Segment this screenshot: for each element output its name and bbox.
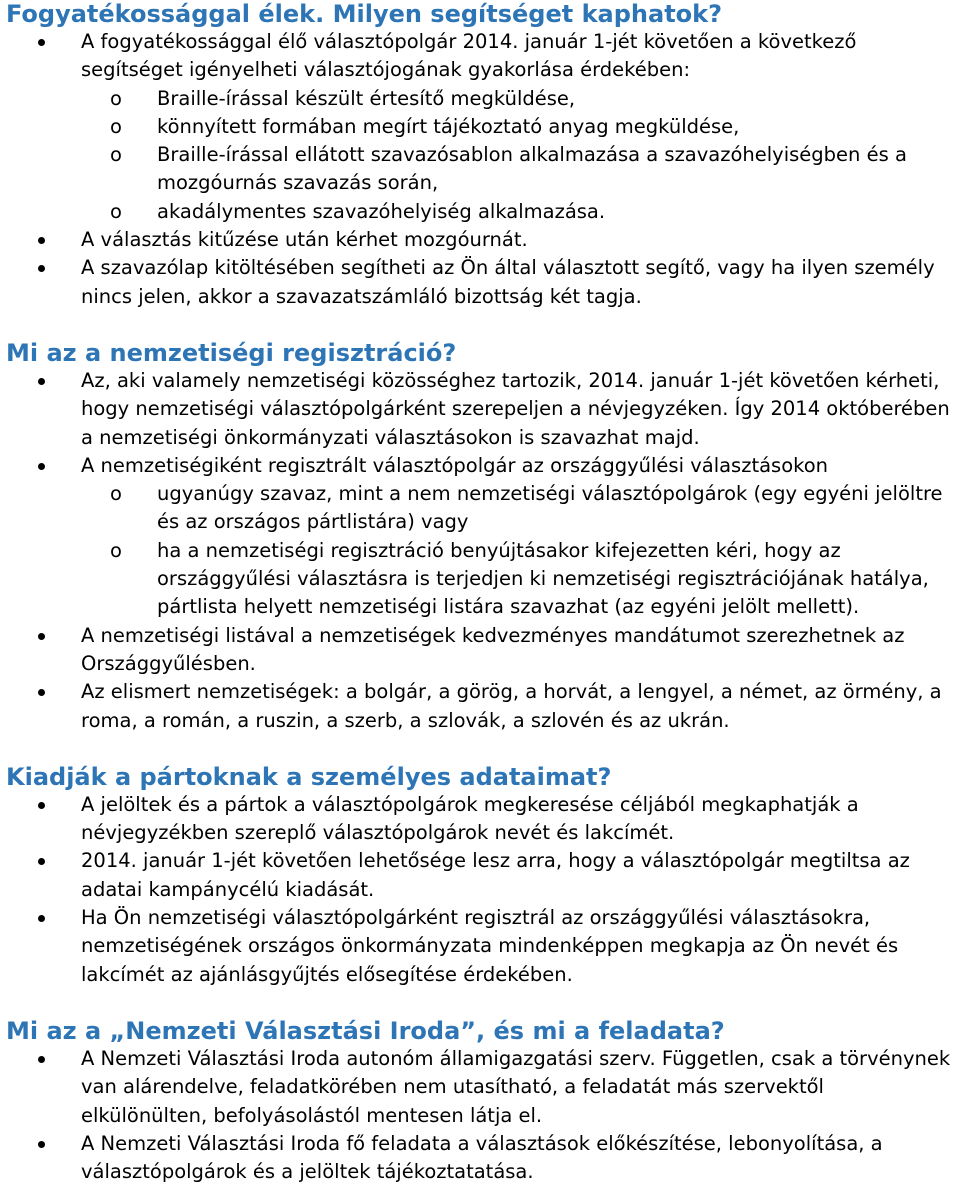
sub-list (81, 480, 954, 621)
bullet-list (0, 1045, 960, 1186)
sub-list-item-text: Braille-írással ellátott szavazósablon alkalmazása a szavazóhelyiségben és a mozgóurnás szavazás során, (157, 143, 907, 195)
list-item (0, 254, 960, 311)
list-item-text: A szavazólap kitöltésében segítheti az Ön által választott segítő, vagy ha ilyen személy nincs jelen, akkor a szavazatszámláló bizottság két tagja. (81, 256, 935, 308)
list-item (0, 367, 960, 452)
bullet-icon (38, 1141, 45, 1148)
bullet-list (0, 791, 960, 989)
list-item (0, 226, 960, 254)
sub-list-item (81, 141, 954, 198)
list-item-text: A jelöltek és a pártok a választópolgárok megkeresése céljából megkaphatják a névjegyzékben szereplő választópolgárok nevét és lakcímét. (81, 792, 859, 845)
sub-list-item (81, 85, 954, 113)
list-item-text: Az, aki valamely nemzetiségi közösséghez tartozik, 2014. január 1-jét követően kérheti, hogy nemzetiségi választópolgárként szerepeljen a névjegyzéken. Így 2014 októberében a nemzetiségi önkormányzati választásokon is szavazhat majd. (81, 368, 950, 449)
sub-list-item-text: Braille-írással készült értesítő megküldése, (157, 86, 576, 110)
section-heading: Mi az a „Nemzeti Választási Iroda”, és mi a feladata? (6, 1016, 725, 1045)
sub-list-item-text: könnyített formában megírt tájékoztató anyag megküldése, (157, 114, 740, 138)
list-item-text: A Nemzeti Választási Iroda autonóm államigazgatási szerv. Független, csak a törvénynek van alárendelve, feladatkörében nem utasítható, a feladatát más szervektől elkülönülten, befolyásolástól mentesen látja el. (81, 1046, 951, 1127)
section-heading: Fogyatékossággal élek. Milyen segítséget kaphatok? (6, 0, 723, 28)
list-item-text: A nemzetiségiként regisztrált választópolgár az országgyűlési választásokon (81, 453, 829, 477)
bullet-icon (38, 633, 45, 640)
list-item-text: A Nemzeti Választási Iroda fő feladata a választások előkészítése, lebonyolítása, a választópolgárok és a jelöltek tájékoztatatása. (81, 1131, 883, 1184)
list-item (0, 452, 960, 622)
bullet-list (0, 367, 960, 735)
sub-list-item-text: ha a nemzetiségi regisztráció benyújtásakor kifejezetten kéri, hogy az országgyűlési választásra is terjedjen ki nemzetiségi regisztrációjának hatálya, pártlista helyett nemzetiségi listára szavazhat (az egyéni jelölt mellett). (157, 538, 929, 619)
section-heading: Mi az a nemzetiségi regisztráció? (6, 338, 457, 367)
list-item (0, 622, 960, 679)
list-item (0, 791, 960, 848)
bullet-icon (38, 39, 45, 46)
bullet-icon (38, 689, 45, 696)
bullet-icon (38, 858, 45, 865)
list-item-text: 2014. január 1-jét követően lehetősége lesz arra, hogy a választópolgár megtiltsa az adatai kampánycélú kiadását. (81, 849, 910, 901)
list-item-text: A választás kitűzése után kérhet mozgóurnát. (81, 228, 528, 252)
list-item (0, 678, 960, 735)
sub-list-item (0, 480, 954, 537)
bullet-icon (38, 1056, 45, 1063)
list-item (0, 847, 960, 904)
sub-list-item-text: ugyanúgy szavaz, mint a nem nemzetiségi választópolgárok (egy egyéni jelöltre és az országos pártlistára) vagy (157, 482, 943, 534)
circle-bullet-icon: o (110, 199, 122, 223)
bullet-icon (38, 265, 45, 272)
list-item (0, 904, 960, 989)
bullet-icon (38, 915, 45, 922)
bullet-icon (38, 802, 45, 809)
list-item (0, 1045, 960, 1130)
circle-bullet-icon: o (110, 86, 122, 110)
circle-bullet-icon: o (110, 482, 122, 506)
bullet-list (0, 28, 960, 311)
list-item-text: A fogyatékossággal élő választópolgár 2014. január 1-jét követően a következő segítséget igényelheti választójogának gyakorlása érdekében: (81, 30, 857, 82)
sub-list-item-text: akadálymentes szavazóhelyiség alkalmazása. (157, 199, 606, 223)
list-item-text: A nemzetiségi listával a nemzetiségek kedvezményes mandátumot szerezhetnek az Országgyűlésben. (81, 623, 905, 675)
circle-bullet-icon: o (110, 143, 122, 167)
circle-bullet-icon: o (110, 538, 122, 562)
list-item-text: Ha Ön nemzetiségi választópolgárként regisztrál az országgyűlési választásokra, nemzetiségének országos önkormányzata mindenképpen megkapja az Ön nevét és lakcímét az ajánlásgyűjtés elősegítése érdekében. (81, 906, 899, 986)
sub-list-item (81, 198, 954, 226)
sub-list-item (81, 113, 954, 141)
bullet-icon (38, 237, 45, 244)
list-item (0, 28, 960, 226)
bullet-icon (38, 378, 45, 385)
list-item-text: Az elismert nemzetiségek: a bolgár, a görög, a horvát, a lengyel, a német, az örmény, a roma, a román, a ruszin, a szerb, a szlovák, a szlovén és az ukrán. (81, 680, 942, 732)
sub-list (0, 85, 954, 226)
circle-bullet-icon: o (110, 114, 122, 138)
sub-list-item (0, 537, 954, 622)
section-heading: Kiadják a pártoknak a személyes adataimat? (6, 762, 612, 791)
bullet-icon (38, 463, 45, 470)
list-item (0, 1130, 960, 1187)
